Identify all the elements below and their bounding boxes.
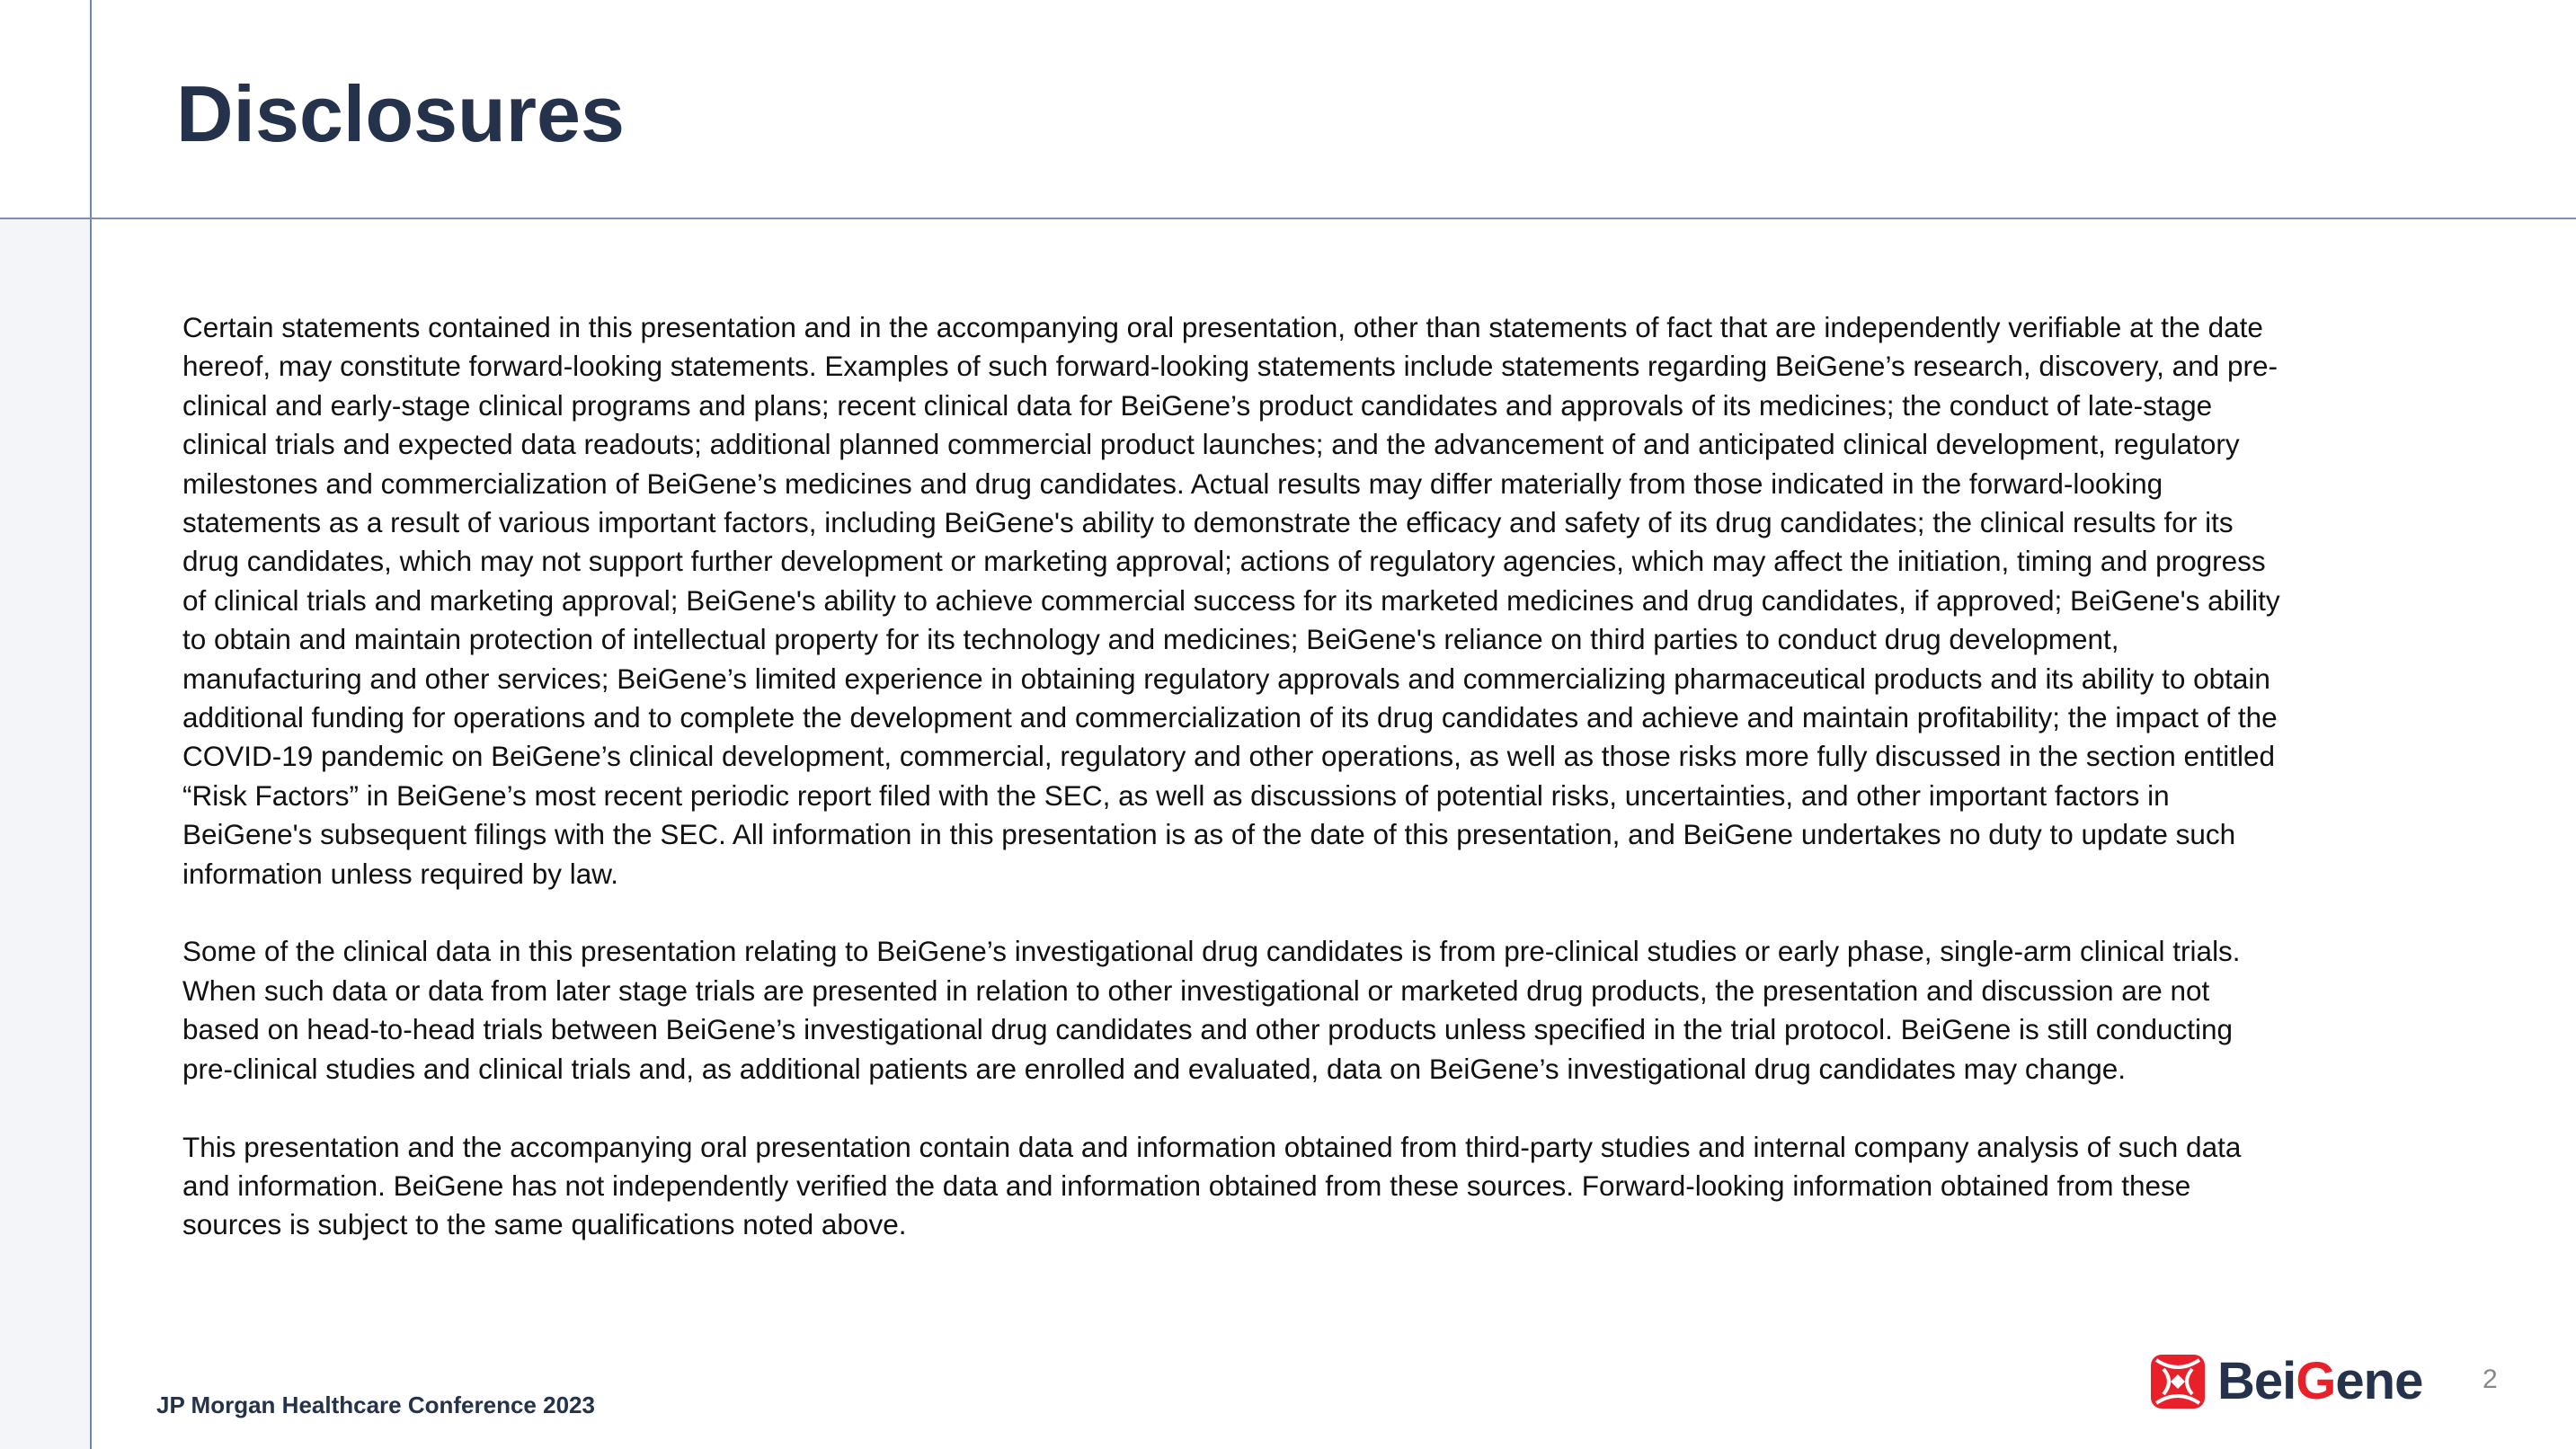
paragraph-line: and information. BeiGene has not independently verified the data and information obtained from these sources. Forward-looking information obtained from these: [182, 1169, 2191, 1202]
disclosure-body: [182, 308, 2280, 1284]
paragraph-line: pre-clinical studies and clinical trials and, as additional patients are enrolled and evaluated, data on BeiGene’s investigational drug candidates may change.: [182, 1052, 2127, 1085]
disclosure-paragraph: [182, 308, 2280, 893]
beigene-logo: [2151, 1351, 2422, 1411]
side-strip: [0, 218, 90, 1449]
paragraph-line: BeiGene's subsequent filings with the SEC. All information in this presentation is as of the date of this presentation, and BeiGene undertakes no duty to update such: [182, 818, 2236, 851]
footer-conference: JP Morgan Healthcare Conference 2023: [156, 1391, 595, 1418]
paragraph-line: COVID-19 pandemic on BeiGene’s clinical development, commercial, regulatory and other operations, as well as those risks more fully discussed in the section entitled: [182, 740, 2276, 773]
header-divider: [0, 218, 2576, 219]
paragraph-line: sources is subject to the same qualifications noted above.: [182, 1208, 907, 1241]
logo-wordmark: BeiGene: [2217, 1352, 2423, 1410]
paragraph-line: manufacturing and other services; BeiGene’s limited experience in obtaining regulatory approvals and commercializing pharmaceutical products and its ability to obtain: [182, 662, 2270, 695]
paragraph-line: clinical and early-stage clinical programs and plans; recent clinical data for BeiGene’s product candidates and approvals of its medicines; the conduct of late-stage: [182, 388, 2213, 422]
paragraph-line: Certain statements contained in this presentation and in the accompanying oral presentation, other than statements of fact that are independently verifiable at the date: [182, 311, 2263, 343]
paragraph-line: Some of the clinical data in this presentation relating to BeiGene’s investigational drug candidates is from pre-clinical studies or early phase, single-arm clinical trials.: [182, 935, 2241, 968]
paragraph-line: milestones and commercialization of BeiGene’s medicines and drug candidates. Actual results may differ materially from those indicated in the forward-looking: [182, 467, 2163, 500]
disclosure-paragraph: [182, 932, 2280, 1089]
paragraph-line: This presentation and the accompanying oral presentation contain data and information obtained from third-party studies and internal company analysis of such data: [182, 1130, 2242, 1163]
paragraph-line: of clinical trials and marketing approval; BeiGene's ability to achieve commercial success for its marketed medicines and drug candidates, if approved; BeiGene's ability: [182, 583, 2280, 617]
paragraph-line: based on head-to-head trials between BeiGene’s investigational drug candidates and other products unless specified in the trial protocol. BeiGene is still conducting: [182, 1013, 2234, 1046]
paragraph-line: to obtain and maintain protection of intellectual property for its technology and medicines; BeiGene's reliance on third parties to conduct drug development,: [182, 623, 2119, 656]
beigene-mark-icon: [2151, 1355, 2205, 1409]
page-title: Disclosures: [176, 69, 625, 158]
paragraph-line: statements as a result of various important factors, including BeiGene's ability to demonstrate the efficacy and safety of its drug candidates; the clinical results for its: [182, 506, 2234, 539]
paragraph-line: drug candidates, which may not support further development or marketing approval; actions of regulatory agencies, which may affect the initiation, timing and progress: [182, 545, 2266, 578]
paragraph-line: clinical trials and expected data readouts; additional planned commercial product launches; and the advancement of and anticipated clinical development, regulatory: [182, 428, 2240, 461]
paragraph-line: additional funding for operations and to complete the development and commercialization of its drug candidates and achieve and maintain profitability; the impact of the: [182, 701, 2278, 734]
paragraph-line: hereof, may constitute forward-looking statements. Examples of such forward-looking statements include statements regarding BeiGene’s research, discovery, and pre-: [182, 350, 2278, 383]
paragraph-line: “Risk Factors” in BeiGene’s most recent periodic report filed with the SEC, as well as discussions of potential risks, uncertainties, and other important factors in: [182, 778, 2170, 812]
paragraph-line: information unless required by law.: [182, 857, 619, 890]
disclosure-paragraph: [182, 1128, 2280, 1245]
paragraph-line: When such data or data from later stage trials are presented in relation to other investigational or marketed drug products, the presentation and discussion are not: [182, 973, 2210, 1007]
page-number: 2: [2483, 1365, 2498, 1394]
